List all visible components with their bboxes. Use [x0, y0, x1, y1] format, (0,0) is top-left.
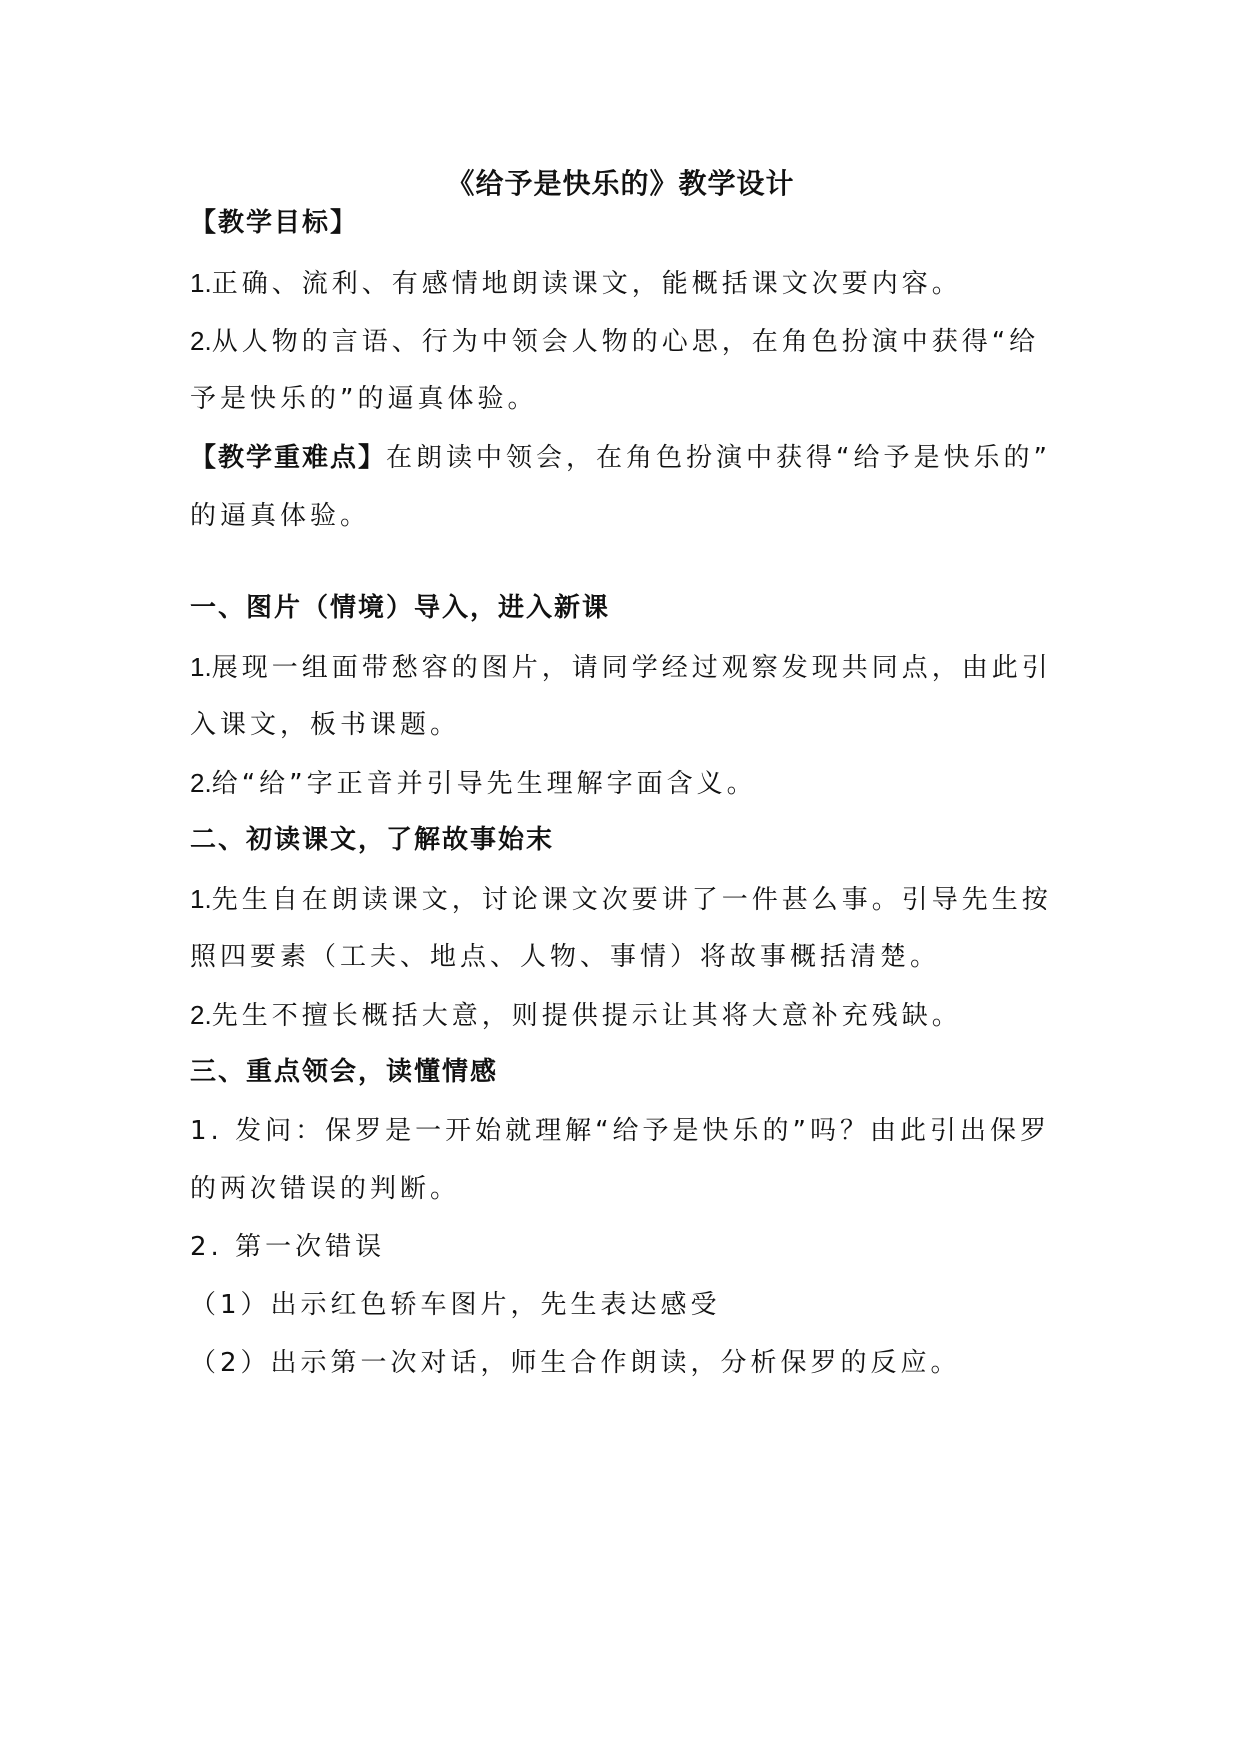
goal-item-2-continued: 予是快乐的”的逼真体验。	[190, 384, 538, 414]
section-1-item-2-text: 给“给”字正音并引导先生理解字面含义。	[211, 769, 757, 799]
goals-heading: 【教学目标】	[190, 208, 359, 238]
section-2-item-2	[190, 998, 1070, 1033]
section-2-item-2-text: 先生不擅长概括大意，则提供提示让其将大意补充残缺。	[211, 1001, 962, 1031]
key-points-text: 在朗读中领会，在角色扮演中获得“给予是快乐的”	[386, 443, 1051, 473]
section-3-item-1-continued: 的两次错误的判断。	[190, 1174, 461, 1204]
section-2-item-1-number: 1.	[190, 884, 212, 914]
section-3-item-2: 2. 第一次错误	[190, 1232, 386, 1262]
section-2-heading: 二、初读课文，了解故事始末	[190, 825, 555, 855]
section-3-item-1: 1. 发问：保罗是一开始就理解“给予是快乐的”吗？由此引出保罗	[190, 1116, 1051, 1146]
goal-item-1-number: 1.	[190, 268, 212, 298]
section-2-item-1-text: 先生自在朗读课文，讨论课文次要讲了一件甚么事。引导先生按	[211, 885, 1052, 915]
section-1-item-2-number: 2.	[190, 768, 212, 798]
section-3-subitem-2: （2）出示第一次对话，师生合作朗读，分析保罗的反应。	[190, 1348, 961, 1378]
section-1-item-2	[190, 766, 1070, 801]
page-title: 《给予是快乐的》教学设计	[446, 167, 795, 200]
goal-item-1	[190, 266, 1070, 301]
section-3-subitem-1: （1）出示红色轿车图片，先生表达感受	[190, 1290, 721, 1320]
key-points-heading: 【教学重难点】	[190, 443, 387, 473]
goal-item-1-text: 正确、流利、有感情地朗读课文，能概括课文次要内容。	[211, 269, 962, 299]
key-points-continued: 的逼真体验。	[190, 501, 371, 531]
section-1-item-1-number: 1.	[190, 652, 212, 682]
section-1-item-1-text: 展现一组面带愁容的图片，请同学经过观察发现共同点，由此引	[211, 653, 1052, 683]
section-1-item-1-continued: 入课文，板书课题。	[190, 710, 461, 740]
section-1-item-1	[190, 650, 1070, 685]
key-points-paragraph	[190, 441, 1070, 475]
goal-item-2-number: 2.	[190, 326, 212, 356]
section-2-item-2-number: 2.	[190, 1000, 212, 1030]
goal-item-2	[190, 324, 1070, 359]
section-2-item-1-continued: 照四要素（工夫、地点、人物、事情）将故事概括清楚。	[190, 942, 941, 972]
section-1-heading: 一、图片（情境）导入，进入新课	[190, 593, 611, 623]
section-3-heading: 三、重点领会，读懂情感	[190, 1057, 499, 1087]
section-2-item-1	[190, 882, 1070, 917]
goal-item-2-text: 从人物的言语、行为中领会人物的心思，在角色扮演中获得“给	[211, 327, 1040, 357]
